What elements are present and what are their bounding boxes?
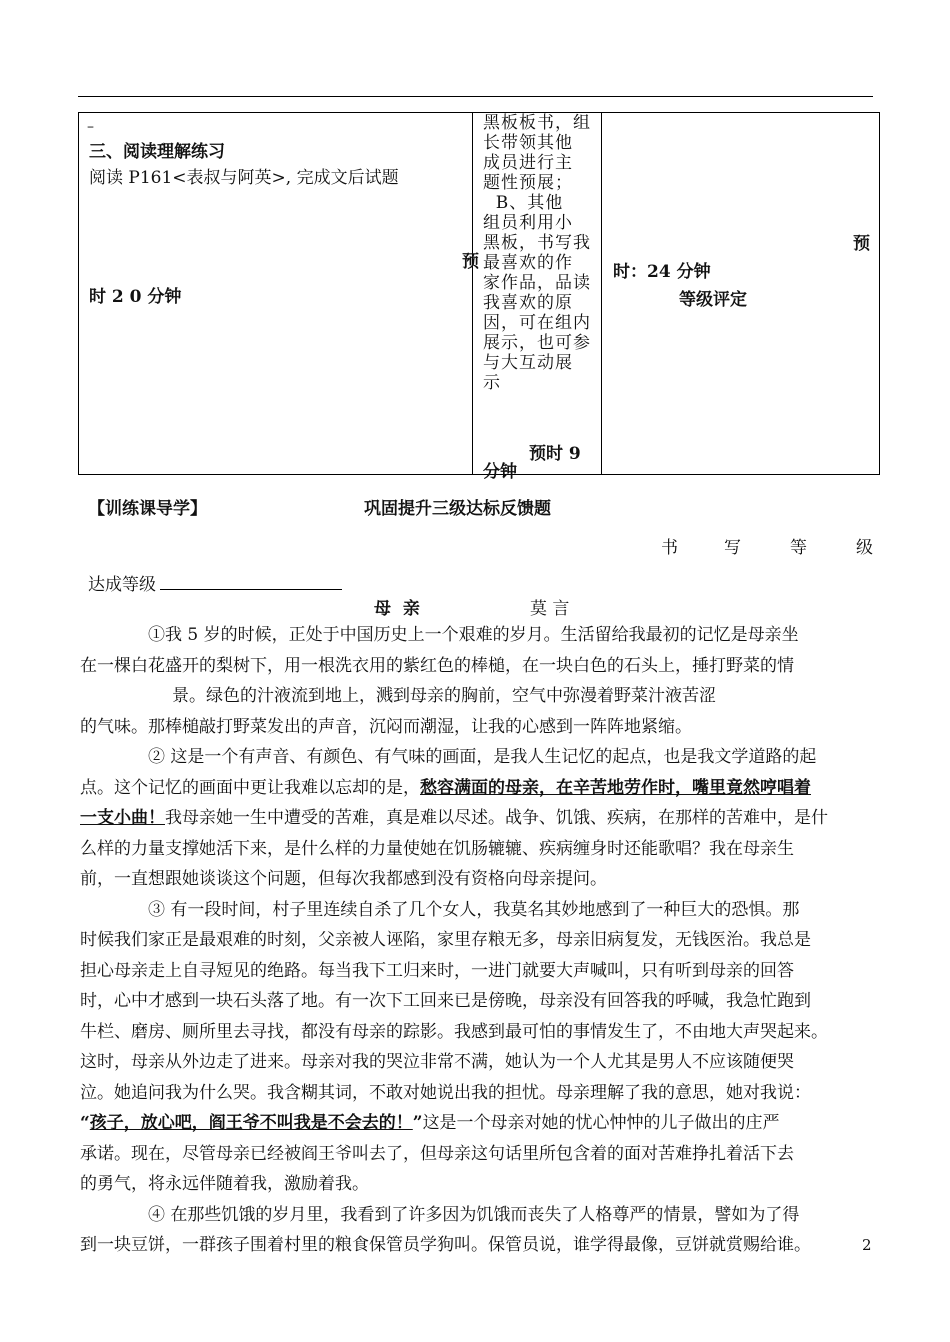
quote-mark: ” bbox=[412, 1113, 423, 1133]
paragraph-line: ①我 5 岁的时候，正处于中国历史上一个艰难的岁月。生活留给我最初的记忆是母亲坐 bbox=[148, 625, 799, 645]
lesson-plan-table bbox=[78, 112, 880, 482]
activity-line: 题性预展； bbox=[483, 173, 573, 193]
paragraph-line: 牛栏、磨房、厕所里去寻找，都没有母亲的踪影。我感到最可怕的事情发生了，不由地大声哭起来。 bbox=[80, 1021, 828, 1042]
activity-line: 黑板板书，组 bbox=[483, 113, 591, 133]
paragraph-line: 么样的力量支撑她活下来，是什么样的力量使她在饥肠辘辘、疾病缠身时还能歌唱？我在母亲生 bbox=[80, 838, 794, 859]
writing-grade-char: 写 bbox=[724, 538, 741, 558]
time-right: 时：24 分钟 bbox=[613, 262, 711, 282]
header-rule bbox=[78, 96, 873, 97]
achieve-grade-blank bbox=[160, 589, 342, 590]
yu-mid: 预 bbox=[462, 252, 479, 272]
paragraph-line: ② 这是一个有声音、有颜色、有气味的画面，是我人生记忆的起点，也是我文学道路的起 bbox=[148, 747, 817, 767]
article-author: 莫 言 bbox=[530, 599, 570, 619]
paragraph-line: 的勇气，将永远伴随着我，激励着我。 bbox=[80, 1174, 369, 1194]
activity-line: 我喜欢的原 bbox=[483, 293, 573, 313]
emphasized-text: 一支小曲！ bbox=[80, 808, 165, 828]
paragraph-line: 时候我们家正是最艰难的时刻，父亲被人诬陷，家里存粮无多，母亲旧病复发，无钱医治。我总是 bbox=[80, 930, 811, 950]
article-title: 母 亲 bbox=[374, 599, 420, 619]
table-divider bbox=[472, 113, 473, 474]
dash-mark: – bbox=[87, 119, 94, 135]
paragraph-line: 承诺。现在，尽管母亲已经被阎王爷叫去了，但母亲这句话里所包含着的面对苦难挣扎着活下去 bbox=[80, 1143, 794, 1164]
paragraph-line: 在一棵白花盛开的梨树下，用一根洗衣用的紫红色的棒槌，在一块白色的石头上，捶打野菜的情 bbox=[80, 655, 794, 676]
grade-evaluation: 等级评定 bbox=[679, 290, 747, 310]
paragraph-line bbox=[80, 1108, 875, 1139]
activity-line: 示 bbox=[483, 373, 501, 393]
writing-grade-char: 级 bbox=[856, 538, 873, 558]
activity-line: 最喜欢的作 bbox=[483, 253, 573, 273]
emphasized-text: 愁容满面的母亲，在辛苦地劳作时，嘴里竟然哼唱着 bbox=[420, 777, 811, 798]
quote-mark: “ bbox=[80, 1113, 90, 1133]
paragraph-line bbox=[80, 773, 875, 804]
achieve-grade-label: 达成等级 bbox=[88, 575, 156, 595]
paragraph-line: ③ 有一段时间，村子里连续自杀了几个女人，我莫名其妙地感到了一种巨大的恐惧。那 bbox=[148, 899, 800, 920]
activity-line: 与大互动展 bbox=[483, 353, 573, 373]
activity-line: 成员进行主 bbox=[483, 153, 573, 173]
section-heading: 三、阅读理解练习 bbox=[89, 142, 225, 162]
activity-line: 家作品，品读 bbox=[483, 273, 591, 293]
paragraph-line: 的气味。那棒槌敲打野菜发出的声音，沉闷而潮湿，让我的心感到一阵阵地紧缩。 bbox=[80, 716, 692, 737]
activity-line: 黑板，书写我 bbox=[483, 233, 591, 253]
reading-instruction: 阅读 P161<表叔与阿英>, 完成文后试题 bbox=[89, 168, 399, 188]
paragraph-line: 时，心中才感到一块石头落了地。有一次下工回来已是傍晚，母亲没有回答我的呼喊，我急忙跑到 bbox=[80, 991, 811, 1011]
table-divider bbox=[601, 113, 602, 474]
text-span: 点。这个记忆的画面中更让我难以忘却的是， bbox=[80, 777, 420, 798]
text-span: 这是一个母亲对她的忧心忡忡的儿子做出的庄严 bbox=[422, 1113, 780, 1133]
activity-line: 因，可在组内 bbox=[483, 313, 591, 333]
paragraph-line: 泣。她追问我为什么哭。我含糊其词，不敢对她说出我的担忧。母亲理解了我的意思，她对我说： bbox=[80, 1082, 811, 1103]
paragraph-line: ④ 在那些饥饿的岁月里，我看到了许多因为饥饿而丧失了人格尊严的情景，譬如为了得 bbox=[148, 1204, 800, 1225]
time-left: 时 2 0 分钟 bbox=[89, 287, 182, 307]
col2-time-b: 分钟 bbox=[483, 462, 517, 482]
activity-line: 长带领其他 bbox=[483, 133, 573, 153]
writing-grade-char: 书 bbox=[661, 538, 678, 558]
col2-time-a: 预时 9 bbox=[529, 444, 581, 464]
group-activity-text bbox=[483, 113, 595, 393]
paragraph-line bbox=[80, 803, 875, 834]
article-body bbox=[80, 620, 875, 1261]
paragraph-line: 景。绿色的汁液流到地上，溅到母亲的胸前，空气中弥漫着野菜汁液苦涩 bbox=[172, 686, 716, 706]
paragraph-line: 这时，母亲从外边走了进来。母亲对我的哭泣非常不满，她认为一个人尤其是男人不应该随便哭 bbox=[80, 1052, 794, 1072]
emphasized-text: 孩子，放心吧，阎王爷不叫我是不会去的！ bbox=[89, 1113, 413, 1133]
training-label: 【训练课导学】 bbox=[88, 499, 207, 519]
training-subtitle: 巩固提升三级达标反馈题 bbox=[364, 499, 551, 519]
activity-line: B、其他 bbox=[483, 193, 564, 213]
page-number: 2 bbox=[862, 1236, 872, 1254]
text-span: 我母亲她一生中遭受的苦难，真是难以尽述。战争、饥饿、疾病，在那样的苦难中，是什 bbox=[165, 808, 828, 828]
paragraph-line: 担心母亲走上自寻短见的绝路。每当我下工归来时，一进门就要大声喊叫，只有听到母亲的回答 bbox=[80, 960, 794, 981]
paragraph-line: 前，一直想跟她谈谈这个问题，但每次我都感到没有资格向母亲提问。 bbox=[80, 869, 607, 889]
writing-grade-char: 等 bbox=[790, 538, 807, 558]
activity-line: 组员利用小 bbox=[483, 213, 573, 233]
paragraph-line: 到一块豆饼，一群孩子围着村里的粮食保管员学狗叫。保管员说，谁学得最像，豆饼就赏赐给谁。 bbox=[80, 1235, 811, 1255]
yu-right: 预 bbox=[853, 234, 870, 254]
activity-line: 展示，也可参 bbox=[483, 333, 591, 353]
